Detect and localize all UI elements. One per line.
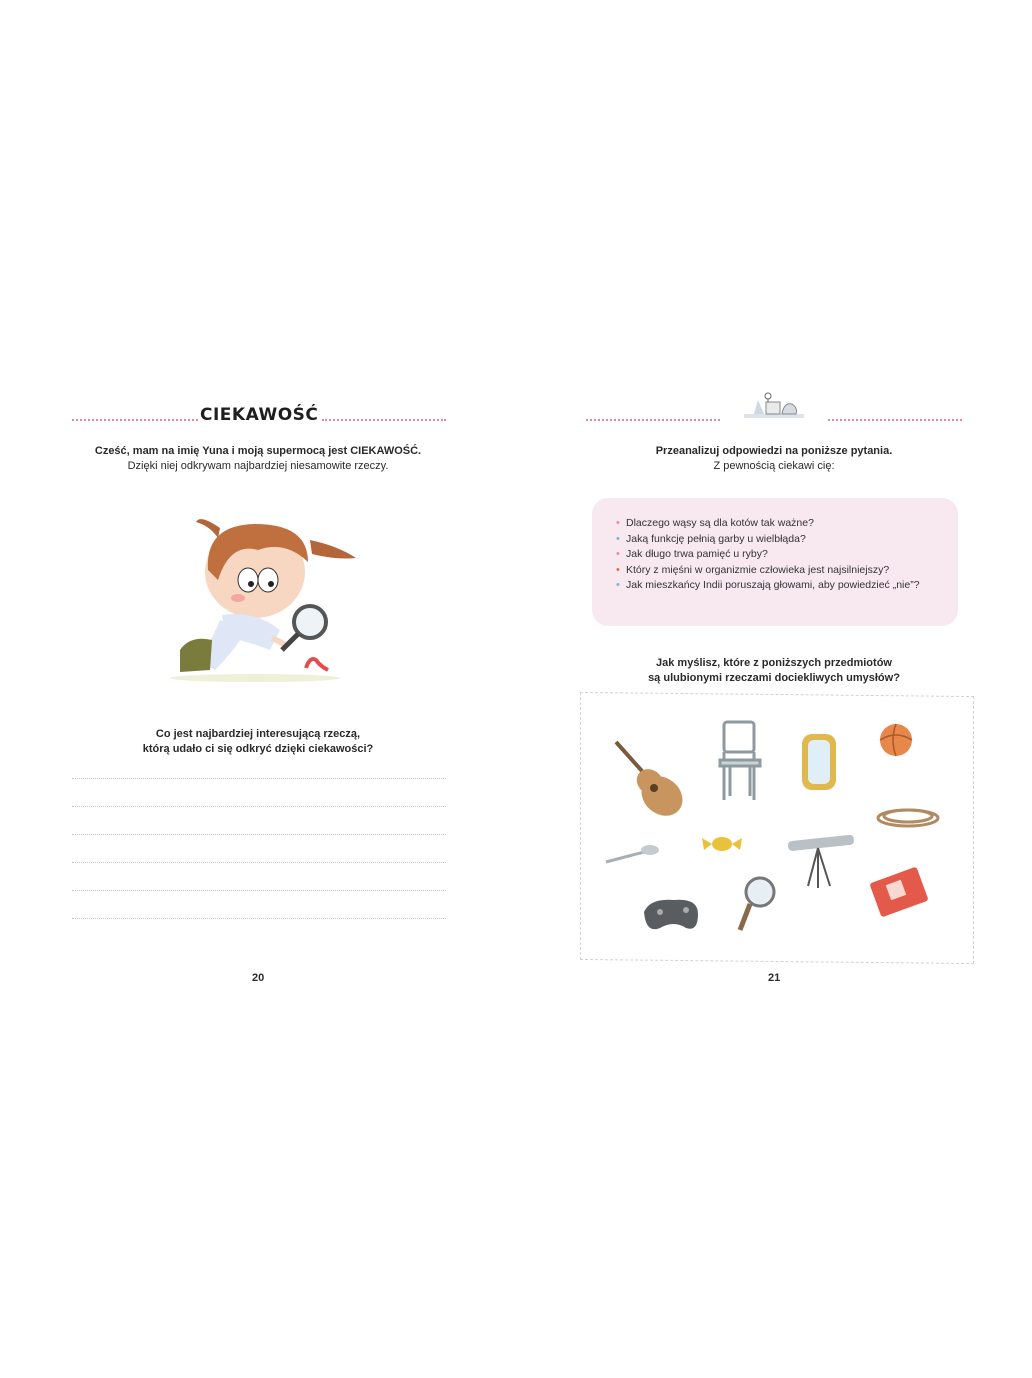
objects-question-line-1: Jak myślisz, które z poniższych przedmiotów [656,657,892,669]
header-divider-left [586,419,720,421]
intro-line-1: Cześć, mam na imię Yuna i moją supermocą jest CIEKAWOŚĆ. [94,445,422,457]
answer-line[interactable] [72,890,446,891]
bullet-icon: • [616,579,620,591]
intro-line-2: Dzięki niej odkrywam najbardziej niesamowite rzeczy. [127,460,389,472]
magnifier-icon [740,878,774,930]
mirror-icon [802,734,836,790]
question-text [70,727,446,757]
page-title: CIEKAWOŚĆ [200,405,319,425]
answer-lines[interactable] [72,778,446,946]
title-divider-right [322,419,446,421]
intro-text [70,444,446,474]
objects-question [586,656,962,686]
answer-line[interactable] [72,918,446,919]
book-icon [869,867,928,918]
list-item: • Który z mięśni w organizmie człowieka jest najsilniejszy? [626,563,958,579]
telescope-icon [788,834,855,888]
bullet-icon: • [616,563,620,576]
right-page [516,0,1032,1378]
rope-icon [878,810,938,826]
girl-with-magnifier-illustration [160,510,360,685]
answer-line[interactable] [72,806,446,807]
ball-icon [880,724,912,756]
spoon-icon [606,845,659,862]
objects-question-line-2: są ulubionymi rzeczami dociekliwych umysłów? [648,672,900,684]
right-intro-line-1: Przeanalizuj odpowiedzi na poniższe pytania. [655,445,893,457]
header-divider-right [828,419,962,421]
right-intro-line-2: Z pewnością ciekawi cię: [713,460,835,472]
answer-line[interactable] [72,834,446,835]
page-number-right: 21 [768,972,781,984]
questions-list [592,498,958,594]
bullet-icon: • [616,532,620,545]
objects-illustration [590,700,964,950]
list-item: • Jak mieszkańcy Indii poruszają głowami, aby powiedzieć „nie”? [626,578,958,594]
question-line-1: Co jest najbardziej interesującą rzeczą, [155,728,361,740]
question-line-2: którą udało ci się odkryć dzięki ciekawości? [142,743,374,755]
gamepad-icon [644,900,698,930]
answer-line[interactable] [72,778,446,779]
right-intro-text [586,444,962,474]
bullet-icon: • [616,548,620,560]
page-number: 20 [252,972,265,984]
chair-icon [720,722,760,800]
list-item: • Dlaczego wąsy są dla kotów tak ważne? [626,516,958,532]
bullet-icon: • [616,517,620,529]
questions-box [592,498,958,626]
cat-and-cactus-icon [738,386,810,426]
candy-icon [702,837,742,851]
answer-line[interactable] [72,862,446,863]
list-item: • Jak długo trwa pamięć u ryby? [626,547,958,563]
list-item: • Jaką funkcję pełnią garby u wielbłąda? [626,532,958,548]
guitar-icon [616,742,690,824]
title-divider-left [72,419,198,421]
